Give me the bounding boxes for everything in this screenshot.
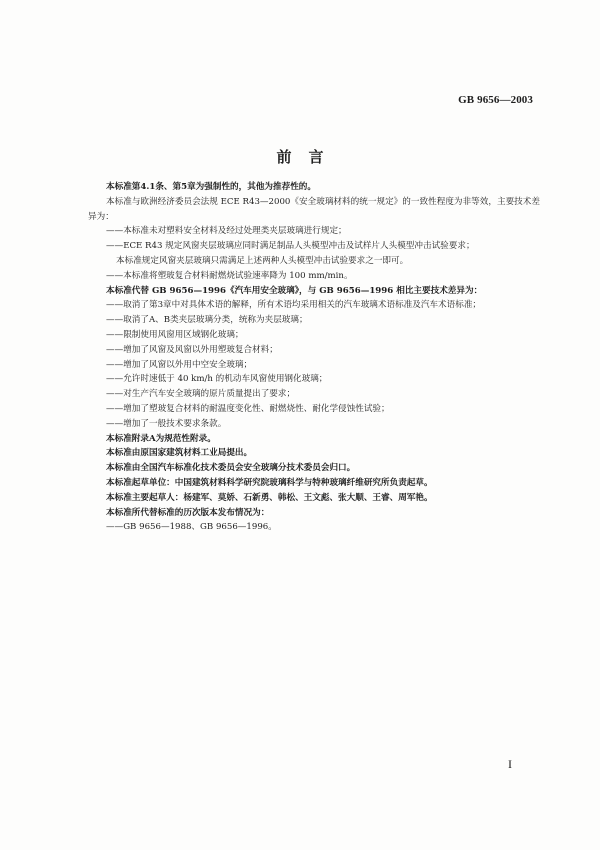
- list-item: ——增加了风窗以外用中空安全玻璃；: [106, 359, 253, 370]
- paragraph: 本标准由全国汽车标准化技术委员会安全玻璃分技术委员会归口。: [106, 463, 356, 474]
- paragraph: 本标准与欧洲经济委员会法规 ECE R43—2000《安全玻璃材料的统一规定》的一致性程度为非等效，主要技术差异为：: [88, 196, 540, 222]
- paragraph: 本标准代替 GB 9656—1996《汽车用安全玻璃》，与 GB 9656—1996 相比主要技术差异为：: [106, 285, 483, 296]
- list-item: ——ECE R43 规定风窗夹层玻璃应同时满足制品人头模型冲击及试样片人头模型冲击试验要求；: [106, 241, 475, 252]
- paragraph: 本标准起草单位：中国建筑材料科学研究院玻璃科学与特种玻璃纤维研究所负责起草。: [106, 477, 433, 488]
- list-item: ——本标准将塑玻复合材料耐燃烧试验速率降为 100 mm/min。: [106, 270, 353, 281]
- paragraph: 本标准主要起草人：杨建军、莫娇、石新勇、韩松、王文彪、张大顺、王睿、周军艳。: [106, 492, 433, 503]
- list-item: ——取消了A、B类夹层玻璃分类，统称为夹层玻璃；: [106, 315, 308, 326]
- list-item: ——增加了风窗及风窗以外用塑玻复合材料；: [106, 344, 278, 355]
- foreword-body: [88, 180, 540, 535]
- list-item: ——增加了一般技术要求条款。: [106, 418, 227, 429]
- paragraph: 本标准由原国家建筑材料工业局提出。: [106, 448, 253, 459]
- list-item: ——本标准未对塑料安全材料及经过处理类夹层玻璃进行规定；: [106, 226, 347, 237]
- list-item: ——限制使用风窗用区域钢化玻璃；: [106, 329, 244, 340]
- list-item: ——增加了塑玻复合材料的耐温度变化性、耐燃烧性、耐化学侵蚀性试验；: [106, 403, 390, 414]
- paragraph: 本标准第4.1条、第5章为强制性的，其他为推荐性的。: [106, 182, 316, 192]
- paragraph: 本标准附录A为规范性附录。: [106, 433, 216, 444]
- list-item: ——取消了第3章中对具体术语的解释，所有术语均采用相关的汽车玻璃术语标准及汽车术语标准；: [106, 300, 482, 311]
- paragraph: 本标准规定风窗夹层玻璃只需满足上述两种人头模型冲击试验要求之一即可。: [116, 255, 409, 266]
- paragraph: 本标准所代替标准的历次版本发布情况为：: [106, 507, 270, 518]
- standard-code: GB 9656—2003: [458, 94, 533, 106]
- page-number: I: [508, 757, 512, 771]
- list-item: ——对生产汽车安全玻璃的原片质量提出了要求；: [106, 389, 296, 400]
- list-item: ——GB 9656—1988、GB 9656—1996。: [106, 522, 277, 533]
- page-title: 前言: [276, 148, 341, 166]
- list-item: ——允许时速低于 40 km/h 的机动车风窗使用钢化玻璃；: [106, 374, 328, 385]
